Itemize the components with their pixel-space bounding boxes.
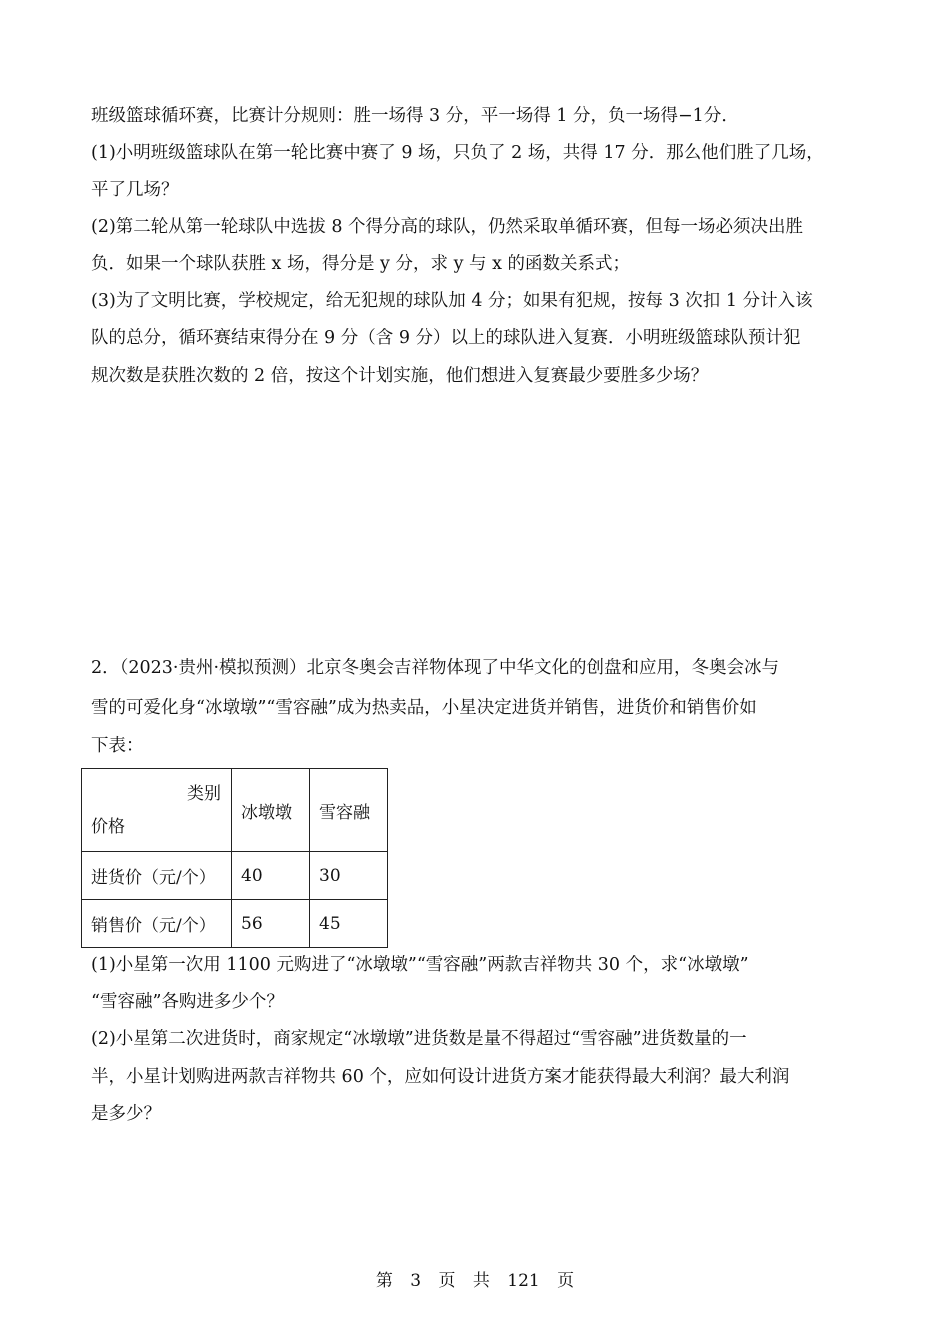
price-table — [81, 768, 388, 948]
table-row — [82, 900, 388, 948]
problem2-sub1-line: “雪容融”各购进多少个？ — [91, 992, 284, 1012]
problem1-line: 负．如果一个球队获胜 x 场，得分是 y 分，求 y 与 x 的函数关系式； — [91, 254, 631, 274]
corner-category-label: 类别 — [187, 784, 221, 804]
problem1-line: 队的总分，循环赛结束得分在 9 分（含 9 分）以上的球队进入复赛．小明班级篮球队预计犯 — [91, 328, 801, 348]
footer-ye: 页 — [557, 1271, 575, 1291]
row-label-sale-price: 销售价（元/个） — [82, 900, 232, 948]
column-header-xuerongrong: 雪容融 — [310, 769, 388, 852]
footer-page-number: 3 — [410, 1271, 422, 1291]
table-cell: 45 — [310, 900, 388, 948]
problem1-line: 规次数是获胜次数的 2 倍，按这个计划实施，他们想进入复赛最少要胜多少场？ — [91, 366, 709, 386]
table-corner-cell — [82, 769, 232, 852]
problem1-line: (3)为了文明比赛，学校规定，给无犯规的球队加 4 分；如果有犯规，按每 3 次扣 1 分计入该 — [91, 291, 813, 311]
problem1-line: 班级篮球循环赛，比赛计分规则：胜一场得 3 分，平一场得 1 分，负一场得−1分． — [91, 106, 739, 126]
problem2-sub2-line: 半，小星计划购进两款吉祥物共 60 个，应如何设计进货方案才能获得最大利润？最大利润 — [91, 1067, 790, 1087]
table-row — [82, 852, 388, 900]
footer-gong: 共 — [472, 1271, 490, 1291]
problem2-sub2-line: (2)小星第二次进货时，商家规定“冰墩墩”进货数是量不得超过“雪容融”进货数量的一 — [91, 1029, 747, 1049]
footer-ye: 页 — [438, 1271, 456, 1291]
footer-total-pages: 121 — [507, 1271, 540, 1291]
problem1-line: 平了几场？ — [91, 180, 179, 200]
footer-di: 第 — [375, 1271, 393, 1291]
page-footer — [0, 1266, 950, 1291]
table-cell: 40 — [232, 852, 310, 900]
row-label-purchase-price: 进货价（元/个） — [82, 852, 232, 900]
problem2-intro-line: 下表： — [91, 736, 144, 756]
problem2-sub1-line: (1)小星第一次用 1100 元购进了“冰墩墩”“雪容融”两款吉祥物共 30 个，求“冰墩墩” — [91, 955, 749, 975]
problem1-line: (1)小明班级篮球队在第一轮比赛中赛了 9 场，只负了 2 场，共得 17 分．那么他们胜了几场， — [91, 143, 824, 163]
table-header-row — [82, 769, 388, 852]
table-cell: 56 — [232, 900, 310, 948]
corner-price-label: 价格 — [91, 817, 125, 837]
problem2-sub2-line: 是多少？ — [91, 1104, 161, 1124]
problem2-intro-line: 2．（2023·贵州·模拟预测）北京冬奥会吉祥物体现了中华文化的创盘和应用，冬奥会冰与 — [91, 658, 780, 678]
column-header-bingdwendwen: 冰墩墩 — [232, 769, 310, 852]
problem2-intro-line: 雪的可爱化身“冰墩墩”“雪容融”成为热卖品，小星决定进货并销售，进货价和销售价如 — [91, 698, 757, 718]
problem1-line: (2)第二轮从第一轮球队中选拔 8 个得分高的球队，仍然采取单循环赛，但每一场必须决出胜 — [91, 217, 804, 237]
table-cell: 30 — [310, 852, 388, 900]
